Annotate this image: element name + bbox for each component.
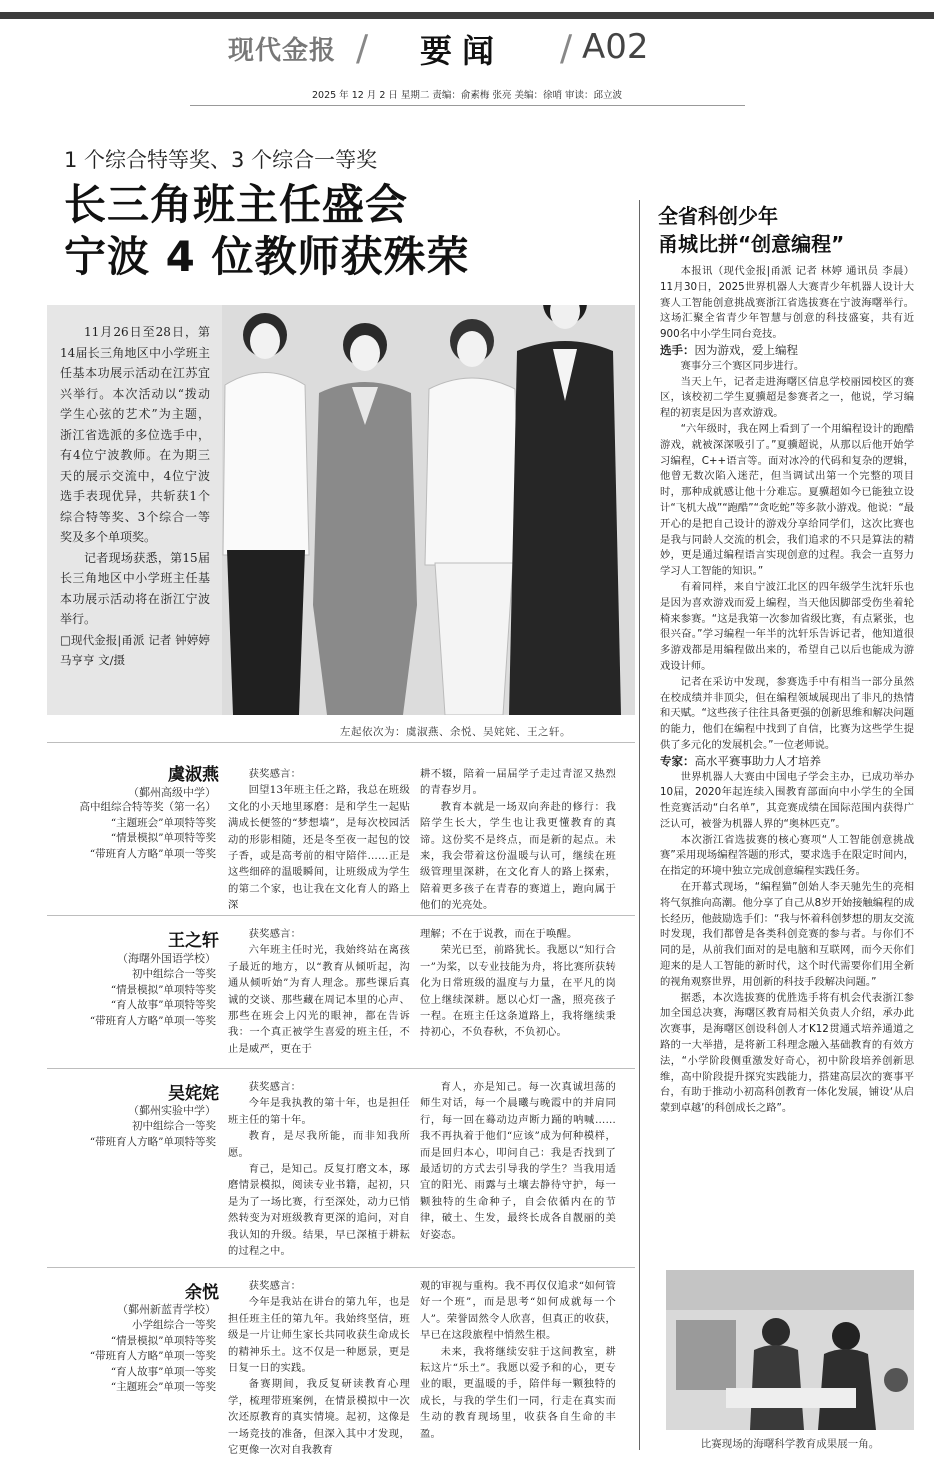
competition-photo-illustration	[666, 1270, 914, 1430]
side-paragraph: 本次浙江省选拔赛的核心赛项“人工智能创意挑战赛”采用现场编程答题的形式，要求选手在限定时间内，在指定的环境中独立完成创意编程实践任务。	[660, 833, 914, 878]
side-section-heading	[660, 754, 914, 770]
essay-paragraph: 育人，亦是知己。每一次真诚坦荡的师生对话，每一个晨曦与晚霞中的并肩同行，每一回在蓦动边声断力踊的呐喊……我不再执着于他们“应该”成为何种模样，而是回归本心，叩问自己：我是否找到了最适切的方式去引导我的学生？当我用适宜的阳光、雨露与土壤去静待守护，每一颗独特的生命种子，自会依循内在的节律，破土、生发，最终长成各自靓丽的美好姿态。	[420, 1081, 616, 1241]
teacher-school: （鄞州高级中学）	[128, 786, 216, 799]
award-item: “带班育人方略”单项一等奖	[89, 1014, 216, 1027]
teacher-name: 余悦	[185, 1283, 219, 1303]
teacher-essay-col2	[420, 926, 616, 1041]
teacher-school: （鄞州新蓝青学校）	[117, 1303, 216, 1316]
row-separator	[47, 915, 635, 916]
side-article-body	[660, 264, 914, 1117]
side-headline-line1: 全省科创少年	[658, 204, 778, 228]
lead-paragraph: 11月26日至28日，第14届长三角地区中小学班主任基本功展示活动在江苏宜兴举行。本次活动以“拨动学生心弦的艺术”为主题，浙江省选派的多位选手中，有4位宁波教师。在为期三天的展示交流中，4位宁波选手表现优异，共斩获1个综合特等奖、3个综合一等奖及多个单项奖。	[60, 325, 210, 544]
page-number: A02	[582, 27, 649, 67]
essay-paragraph: 育己，是知己。反复打磨文本，琢磨情景模拟，阅读专业书籍，起初，只是为了一场比赛，行至深处，动力已悄然转变为对班级教育更深的追问，对自我认知的升级。结果，早已深植于耕耘的过程之中。	[228, 1163, 410, 1258]
essay-paragraph: 观的审视与重构。我不再仅仅追求“如何管好一个班”，而是思考“如何成就每一个人”。荣誉固然令人欣喜，但真正的收获，早已在这段旅程中悄然生根。	[420, 1280, 616, 1342]
award-item: “育人故事”单项特等奖	[110, 999, 216, 1011]
award-item: “主题班会”单项一等奖	[110, 1381, 216, 1393]
side-section-heading	[660, 343, 914, 359]
teacher-awards	[80, 800, 217, 862]
side-paragraph: 有着同样，来自宁波江北区的四年级学生沈轩乐也是因为喜欢游戏而爱上编程，当天他因脚部受伤坐着轮椅来参赛。“这是我第一次参加省级比赛，有点紧张，也很兴奋。”学习编程一年半的沈轩乐告诉记者，他知道很多游戏都是用编程做出来的，希望自己以后也能成为游戏设计师。	[660, 580, 914, 672]
side-paragraph: “六年级时，我在网上看到了一个用编程设计的跑酷游戏，就被深深吸引了。”夏骥超说，从那以后他开始学习编程，C++语言等。面对冰冷的代码和复杂的逻辑，他曾无数次陷入迷茫，但当调试出第一个完整的项目时，那种成就感让他十分难忘。夏骥超如今已能独立设计“飞机大战”“跑酷”“贪吃蛇”等多款小游戏。他说：“最开心的是把自己设计的游戏分享给同学们，这次比赛也是我与同龄人交流的机会，我们追求的不只是算法的精妙，更是通过编程语言实现创意的过程。我会一直努力学习人工智能的知识。”	[660, 422, 914, 578]
teacher-essay-col1	[228, 926, 410, 1057]
essay-paragraph: 理解；不在于说教，而在于唤醒。	[420, 928, 578, 940]
section-name: 要闻	[420, 32, 505, 70]
essay-paragraph: 教育本就是一场双向奔赴的修行：我陪学生长大，学生也让我更懂教育的真谛。这份奖不是终点，而是新的起点。未来，我会带着这份温暖与认可，继续在班级管理里深耕，在文化育人的路上探索，陪着更多孩子在青春的赛道上，跑向属于他们的光亮处。	[420, 800, 616, 912]
masthead-slash: /	[560, 28, 573, 69]
essay-paragraph: 今年是我执教的第十年，也是担任班主任的第十年。	[228, 1097, 410, 1126]
award-item: 高中组综合特等奖（第一名）	[79, 801, 216, 813]
side-headline-line2: 甬城比拼“创意编程”	[658, 232, 845, 256]
teacher-essay-col1	[228, 1278, 410, 1458]
side-paragraph: 记者在采访中发现，参赛选手中有相当一部分虽然在校成绩并非顶尖，但在编程领域展现出了非凡的热情和天赋。“这些孩子往往具备更强的创新思维和解决问题的能力，他们在编程中找到了自信，比赛为这些学生提供了多元化的发展机会。”一位老师说。	[660, 675, 914, 751]
award-item: “主题班会”单项特等奖	[110, 816, 216, 829]
newspaper-brand: 现代金报	[228, 36, 337, 66]
side-paragraph: 世界机器人大赛由中国电子学会主办，已成功举办10届，2020年起连续入围教育部面向中小学生的全国性竞赛活动“白名单”，其竞赛成绩在国际范围内获得广泛认可，被誉为机器人界的“奥林匹克”。	[660, 770, 914, 830]
teacher-essay-col1	[228, 766, 410, 914]
side-paragraph: 据悉，本次选拔赛的优胜选手将有机会代表浙江参加全国总决赛，海曙区教育局相关负责人介绍，承办此次赛事，是海曙区创设科创人才K12贯通式培养通道之路的一大举措，是将新工科理念融入基础教育的有效方法，“小学阶段侧重激发好奇心，初中阶段培养创新思维，高中阶段提升探究实践能力，搭建高层次的赛事平台，有助于推动小初高科创教育一体化发展，铺设‘从启蒙到卓越’的科创成长之路”。	[660, 991, 914, 1115]
award-item: 初中组综合一等奖	[132, 968, 216, 980]
teacher-name: 王之轩	[168, 931, 219, 951]
side-intro: 本报讯（现代金报|甬派 记者 林婷 通讯员 李晨）11月30日，2025世界机器人大赛青少年机器人设计大赛人工智能创意挑战赛浙江省选拔赛在宁波海曙举行。这场汇聚全省青少年智慧与创意的科技盛宴，共有近900名中小学生同台竞技。	[660, 265, 914, 341]
essay-paragraph: 回望13年班主任之路，我总在班级文化的小天地里琢磨：是和学生一起贴满成长便签的“梦想墙”，是每次校园活动的形影相随，还是冬至夜一起包的饺子香，或是高考前的相守陪伴……正是这些细碎的温暖瞬间，让班级成为学生的第二个家，也让我在文化育人的路上深	[228, 784, 410, 912]
lead-paragraph: 记者现场获悉，第15届长三角地区中小学班主任基本功展示活动将在浙江宁波举行。	[60, 550, 210, 626]
award-item: “育人故事”单项一等奖	[110, 1365, 216, 1378]
teacher-awards	[90, 967, 216, 1029]
row-separator	[47, 1267, 635, 1268]
teacher-essay-col2	[420, 1079, 616, 1243]
section-title: 高水平赛事助力人才培养	[694, 753, 821, 768]
section-label: 专家：	[660, 753, 695, 768]
essay-paragraph: 今年是我站在讲台的第九年，也是担任班主任的第九年。我始终坚信，班级是一片让师生家长共同收获生命成长的精神乐土。这不仅是一种愿景，更是日复一日的实践。	[228, 1296, 410, 1375]
essay-label: 获奖感言：	[248, 1081, 302, 1093]
teacher-school: （海曙外国语学校）	[117, 952, 216, 965]
teacher-name: 虞淑燕	[168, 765, 219, 785]
essay-label: 获奖感言：	[248, 928, 302, 940]
award-item: 初中组综合一等奖	[132, 1120, 216, 1132]
essay-paragraph: 备赛期间，我反复研读教育心理学，梳理带班案例，在情景模拟中一次次还原教育的真实情境。起初，这像是一场竞技的准备，但深入其中才发现，它更像一次对自我教育	[228, 1378, 410, 1457]
teacher-essay-col2	[420, 1278, 616, 1442]
photo-caption: 左起依次为：虞淑燕、余悦、吴姹姹、王之轩。	[340, 726, 571, 738]
article-kicker: 1 个综合特等奖、3 个综合一等奖	[64, 148, 378, 172]
award-item: “带班育人方略”单项一等奖	[89, 847, 216, 860]
teacher-awards	[90, 1318, 216, 1396]
award-item: “情景模拟”单项特等奖	[110, 832, 216, 844]
row-separator	[47, 742, 635, 743]
teacher-school: （鄞州实验中学）	[128, 1104, 216, 1117]
issue-info: 2025 年 12 月 2 日 星期二 责编：俞素梅 张亮 美编：徐哨 审读：邱立波	[311, 90, 622, 101]
top-bar	[0, 12, 934, 19]
teacher-essay-col1	[228, 1079, 410, 1259]
side-paragraph: 赛事分三个赛区同步进行。	[680, 359, 805, 372]
article-lead	[60, 322, 210, 671]
award-item: “情景模拟”单项特等奖	[110, 1334, 216, 1347]
side-photo-caption: 比赛现场的海曙科学教育成果展一角。	[700, 1438, 880, 1450]
article-headline-line1: 长三角班主任盛会	[64, 180, 409, 229]
essay-paragraph: 未来，我将继续安驻于这间教室，耕耘这片“乐土”。我愿以爱予和的心，更专业的眼，更温暖的手，陪伴每一颗独特的成长，与我的学生们一同，行走在真实而生动的教育现场里，收获各自生命的丰盈。	[420, 1345, 616, 1440]
essay-label: 获奖感言：	[248, 1280, 302, 1292]
row-separator	[47, 1068, 635, 1069]
award-item: “带班育人方略”单项一等奖	[89, 1350, 216, 1362]
teacher-essay-col2	[420, 766, 616, 914]
teacher-name: 吴姹姹	[168, 1084, 219, 1104]
essay-paragraph: 教育，是尽我所能，而非知我所愿。	[228, 1130, 410, 1159]
essay-paragraph: 耕不辍，陪着一届届学子走过青涩又热烈的青春岁月。	[420, 768, 616, 797]
masthead-rule	[190, 105, 745, 106]
essay-label: 获奖感言：	[248, 768, 302, 780]
column-divider	[639, 200, 640, 1450]
masthead-slash: /	[356, 28, 369, 69]
teacher-awards	[90, 1119, 216, 1150]
article-headline-line2: 宁波 4 位教师获殊荣	[64, 232, 470, 281]
award-item: “情景模拟”单项特等奖	[110, 983, 216, 996]
essay-paragraph: 六年班主任时光，我始终站在离孩子最近的地方，以“教育从倾听起，沟通从倾听始”为育人理念。那些课后真诚的交谈、那些藏在周记本里的心声、那些在班会上闪光的眼神，都在告诉我：一个真正被学生喜爱的班主任，不止是威严，更在于	[228, 944, 410, 1055]
side-paragraph: 在开幕式现场，“编程猫”创始人李天驰先生的亮相将气氛推向高潮。他分享了自己从8岁开始接触编程的成长经历，他鼓励选手们：“我与怀着科创梦想的朋友交流时发现，我们都曾是各类科创竞赛的参与者。与你们不同的是，从前我们面对的是电脑和互联网，而今天你们迎来的是人工智能的新时代，这个时代需要你们用全新的视角观察世界，用创新的科技手段解决问题。”	[660, 881, 914, 988]
article-byline: □现代金报|甬派 记者 钟婷婷 马亨亨 文/摄	[60, 632, 210, 667]
award-item: 小学组综合一等奖	[132, 1319, 216, 1331]
competition-photo	[666, 1270, 914, 1430]
side-paragraph: 当天上午，记者走进海曙区信息学校丽园校区的赛区，该校初二学生夏骥超是参赛者之一，他说，学习编程的初衷是因为喜欢游戏。	[660, 375, 914, 420]
essay-paragraph: 荣光已至，前路犹长。我愿以“知行合一”为桨，以专业技能为舟，将比赛所获转化为日常班级的温度与力量，在平凡的岗位上继续深耕。愿以心灯一盏，照亮孩子一程。在班主任这条道路上，我将继续秉持初心，不负春秋，不负初心。	[420, 944, 616, 1039]
section-title: 因为游戏，爱上编程	[694, 342, 798, 357]
section-label: 选手：	[660, 342, 695, 357]
award-item: “带班育人方略”单项特等奖	[89, 1135, 216, 1148]
